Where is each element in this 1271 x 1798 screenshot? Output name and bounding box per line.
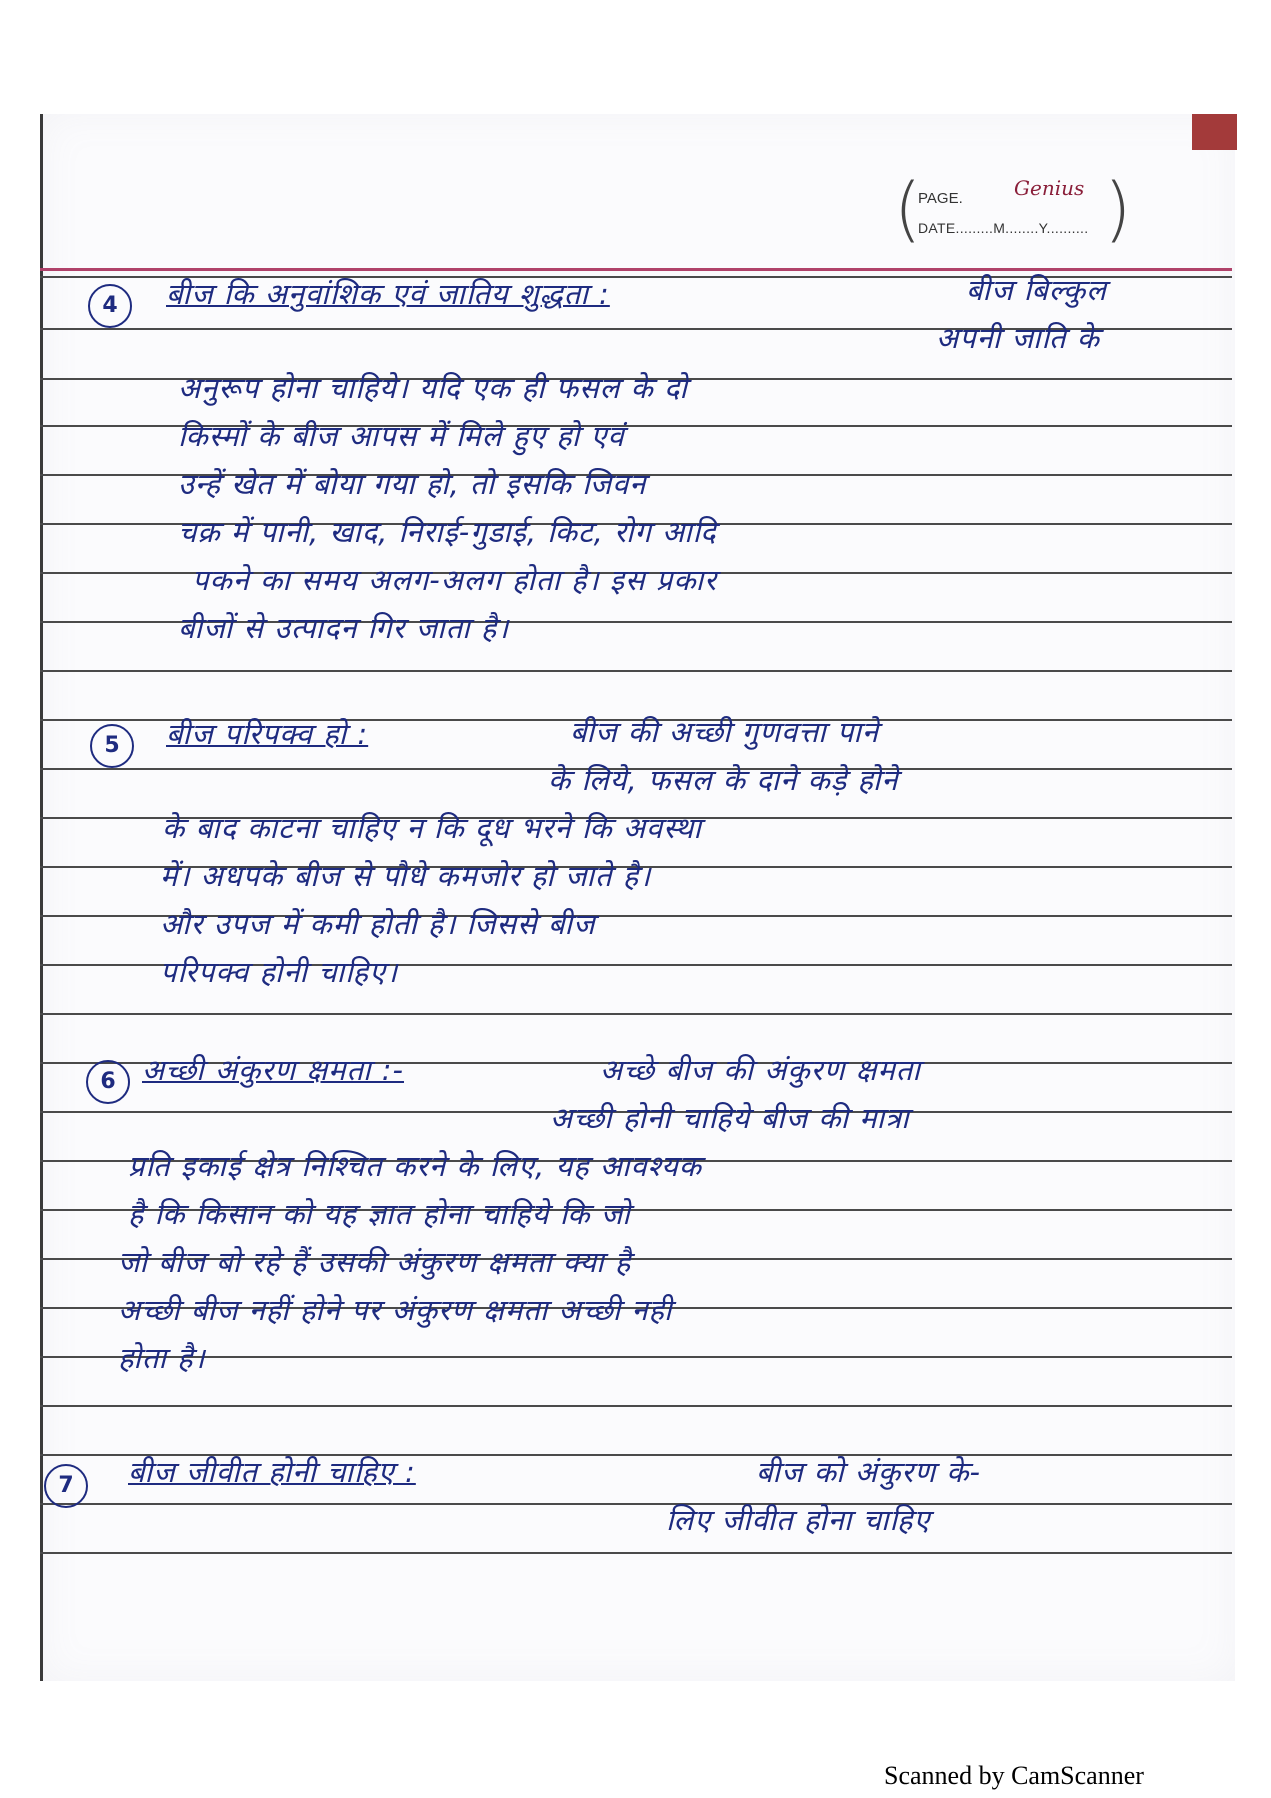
text-line: के बाद काटना चाहिए न कि दूध भरने कि अवस्था [162,811,702,845]
text-line: परिपक्व होनी चाहिए। [160,955,399,989]
right-bracket: ) [1104,168,1132,250]
page-label: PAGE. [918,190,963,207]
section-heading: बीज परिपक्व हो : [166,717,369,751]
text-line: अनुरूप होना चाहिये। यदि एक ही फसल के दो [178,371,688,405]
text-line: चक्र में पानी, खाद, निराई-गुडाई, किट, रोग आदि [178,515,717,549]
section-number: 5 [90,724,134,768]
text-line: अच्छी बीज नहीं होने पर अंकुरण क्षमता अच्छी नही [118,1293,673,1327]
ruled-line [40,1503,1232,1505]
text-line: होता है। [118,1341,206,1375]
section-number: 7 [44,1464,88,1508]
left-bracket: ( [894,168,922,250]
text-line: प्रति इकाई क्षेत्र निश्चित करने के लिए, यह आवश्यक [128,1149,703,1183]
ruled-line [40,1356,1232,1358]
ruled-line [40,1013,1232,1015]
text-line: और उपज में कमी होती है। जिससे बीज [160,907,596,941]
ruled-line [40,1552,1232,1554]
text-line: बीज की अच्छी गुणवत्ता पाने [570,715,879,749]
text-line: लिए जीवीत होना चाहिए [666,1503,931,1537]
text-line: है कि किसान को यह ज्ञात होना चाहिये कि जो [128,1197,631,1231]
text-line: अपनी जाति के [936,321,1101,355]
section-number: 4 [88,284,132,328]
page-date-box [894,168,1136,252]
brand-name: Genius [1014,176,1085,200]
text-line: पकने का समय अलग-अलग होता है। इस प्रकार [192,563,717,597]
page-corner-tab [1192,114,1237,150]
text-line: किस्मों के बीज आपस में मिले हुए हो एवं [178,419,625,453]
text-line: के लिये, फसल के दाने कड़े होने [548,763,899,797]
section-heading: बीज कि अनुवांशिक एवं जातिय शुद्धता : [166,277,610,311]
text-line: बीज बिल्कुल [966,273,1107,307]
text-line: बीज को अंकुरण के- [756,1455,982,1489]
text-line: अच्छे बीज की अंकुरण क्षमता [600,1053,921,1087]
ruled-line [40,1405,1232,1407]
section-number: 6 [86,1060,130,1104]
section-heading: बीज जीवीत होनी चाहिए : [128,1455,416,1489]
text-line: उन्हें खेत में बोया गया हो, तो इसकि जिवन [178,467,647,501]
text-line: अच्छी होनी चाहिये बीज की मात्रा [550,1101,910,1135]
section-heading: अच्छी अंकुरण क्षमता :- [142,1053,404,1087]
ruled-line [40,670,1232,672]
text-line: बीजों से उत्पादन गिर जाता है। [178,611,510,645]
text-line: जो बीज बो रहे हैं उसकी अंकुरण क्षमता क्या है [118,1245,632,1279]
date-label: DATE.........M........Y.......... [918,220,1089,236]
scanner-watermark: Scanned by CamScanner [884,1761,1144,1790]
text-line: में। अधपके बीज से पौधे कमजोर हो जाते है। [160,859,652,893]
